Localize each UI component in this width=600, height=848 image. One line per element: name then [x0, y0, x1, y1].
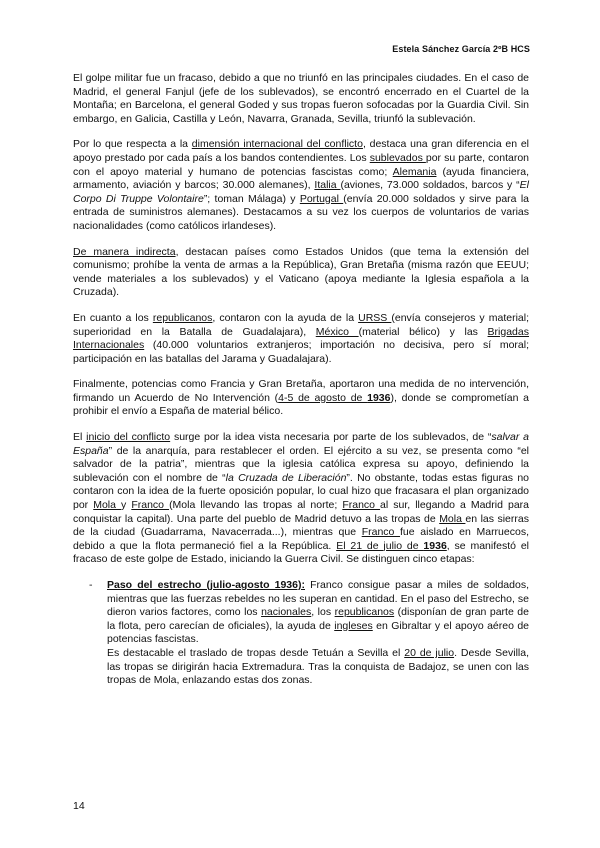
paragraph-dimension-internacional: Por lo que respecta a la dimensión internacional del conflicto, destaca una gran diferencia en el apoyo prestado por cada país a los bandos contendientes. Los sublevados por su parte, contaron con el apoyo material y humano de potencias fascistas como; Alemania (ayuda financiera, armamento, aviación y barcos; 30.000 alemanes), Italia (aviones, 73.000 soldados, barcos y “El Corpo Di Truppe Volontaire”; toman Málaga) y Portugal (envía 20.000 soldados y sirve para la entrada de suministros alemanes). Destacamos a su vez los cuerpos de voluntarios de varias nacionalidades (como católicos irlandeses).	[73, 138, 530, 232]
paragraph-manera-indirecta: De manera indirecta, destacan países como Estados Unidos (que tema la extensión del comunismo; prohíbe la venta de armas a la República), Gran Bretaña (misma razón que EEUU; vende materiales a los sublevados) y el Vaticano (apoya mediante la Iglesia española a la Cruzada).	[73, 245, 530, 299]
paragraph-no-intervencion: Finalmente, potencias como Francia y Gran Bretaña, aportaron una medida de no intervención, firmando un Acuerdo de No Intervención (4-5 de agosto de 1936), donde se comprometían a prohibir el envío a España de material bélico.	[73, 378, 529, 418]
page-number: 14	[73, 800, 85, 812]
paragraph-golpe-militar: El golpe militar fue un fracaso, debido a que no triunfó en las principales ciudades. En el caso de Madrid, el general Fanjul (jefe de los sublevados), se encontró encerrado en el Cuartel de la Montaña; en Barcelona, el general Goded y sus tropas fueron sofocadas por la Guardia Civil. Sin embargo, en Galicia, Castilla y León, Navarra, Granada, Sevilla, triunfó la sublevación.	[73, 72, 529, 125]
bullet-paragraph-1: Paso del estrecho (julio-agosto 1936): Franco consigue pasar a miles de soldados, mientras que las fuerzas rebeldes no les superan en cantidad. En el paso del Estrecho, se dieron varios factores, como los nacionales, los republicanos (disponían de gran parte de la flota, pero carecían de oficiales), la ayuda de ingleses en Gibraltar y el apoyo aéreo de potencias fascistas.	[107, 579, 530, 646]
bullet-dash: -	[89, 579, 93, 591]
paragraph-republicanos: En cuanto a los republicanos, contaron con la ayuda de la URSS (envía consejeros y material; superioridad en la Batalla de Guadalajara), México (material bélico) y las Brigadas Internacionales (40.000 voluntarios extranjeros; importación no decisiva, pero sí moral; participación en las batallas del Jarama y Guadalajara).	[73, 311, 529, 365]
document-body	[73, 72, 529, 688]
paragraph-inicio-conflicto: El inicio del conflicto surge por la idea vista necesaria por parte de los sublevados, de “salvar a España” de la anarquía, para restablecer el orden. El ejército a su vez, se presenta como “el salvador de la patria”, mientras que la iglesia católica expresa su apoyo, definiendo la sublevación con el nombre de “la Cruzada de Liberación”. No obstante, todas estas figuras no contaron con la idea de la fuerte oposición popular, lo cual hizo que fracasara el plan organizado por Mola y Franco (Mola llevando las tropas al norte; Franco al sur, llegando a Madrid para conquistar la capital). Una parte del pueblo de Madrid detuvo a las tropas de Mola en las sierras de la ciudad (Guadarrama, Navacerrada...), mientras que Franco fue aislado en Marruecos, debido a que la flota permaneció fiel a la República. El 21 de julio de 1936, se manifestó el fracaso de este golpe de Estado, iniciando la Guerra Civil. Se distinguen cinco etapas:	[73, 431, 530, 566]
bullet-paragraph-2: Es destacable el traslado de tropas desde Tetuán a Sevilla el 20 de julio. Desde Sevilla, las tropas se dirigirán hacia Extremadura. Tras la conquista de Badajoz, se unen con las tropas de Mola, enlazando estas dos zonas.	[107, 646, 529, 687]
page-header-author: Estela Sánchez García 2ºB HCS	[392, 44, 530, 54]
bullet-paso-del-estrecho	[73, 579, 529, 688]
